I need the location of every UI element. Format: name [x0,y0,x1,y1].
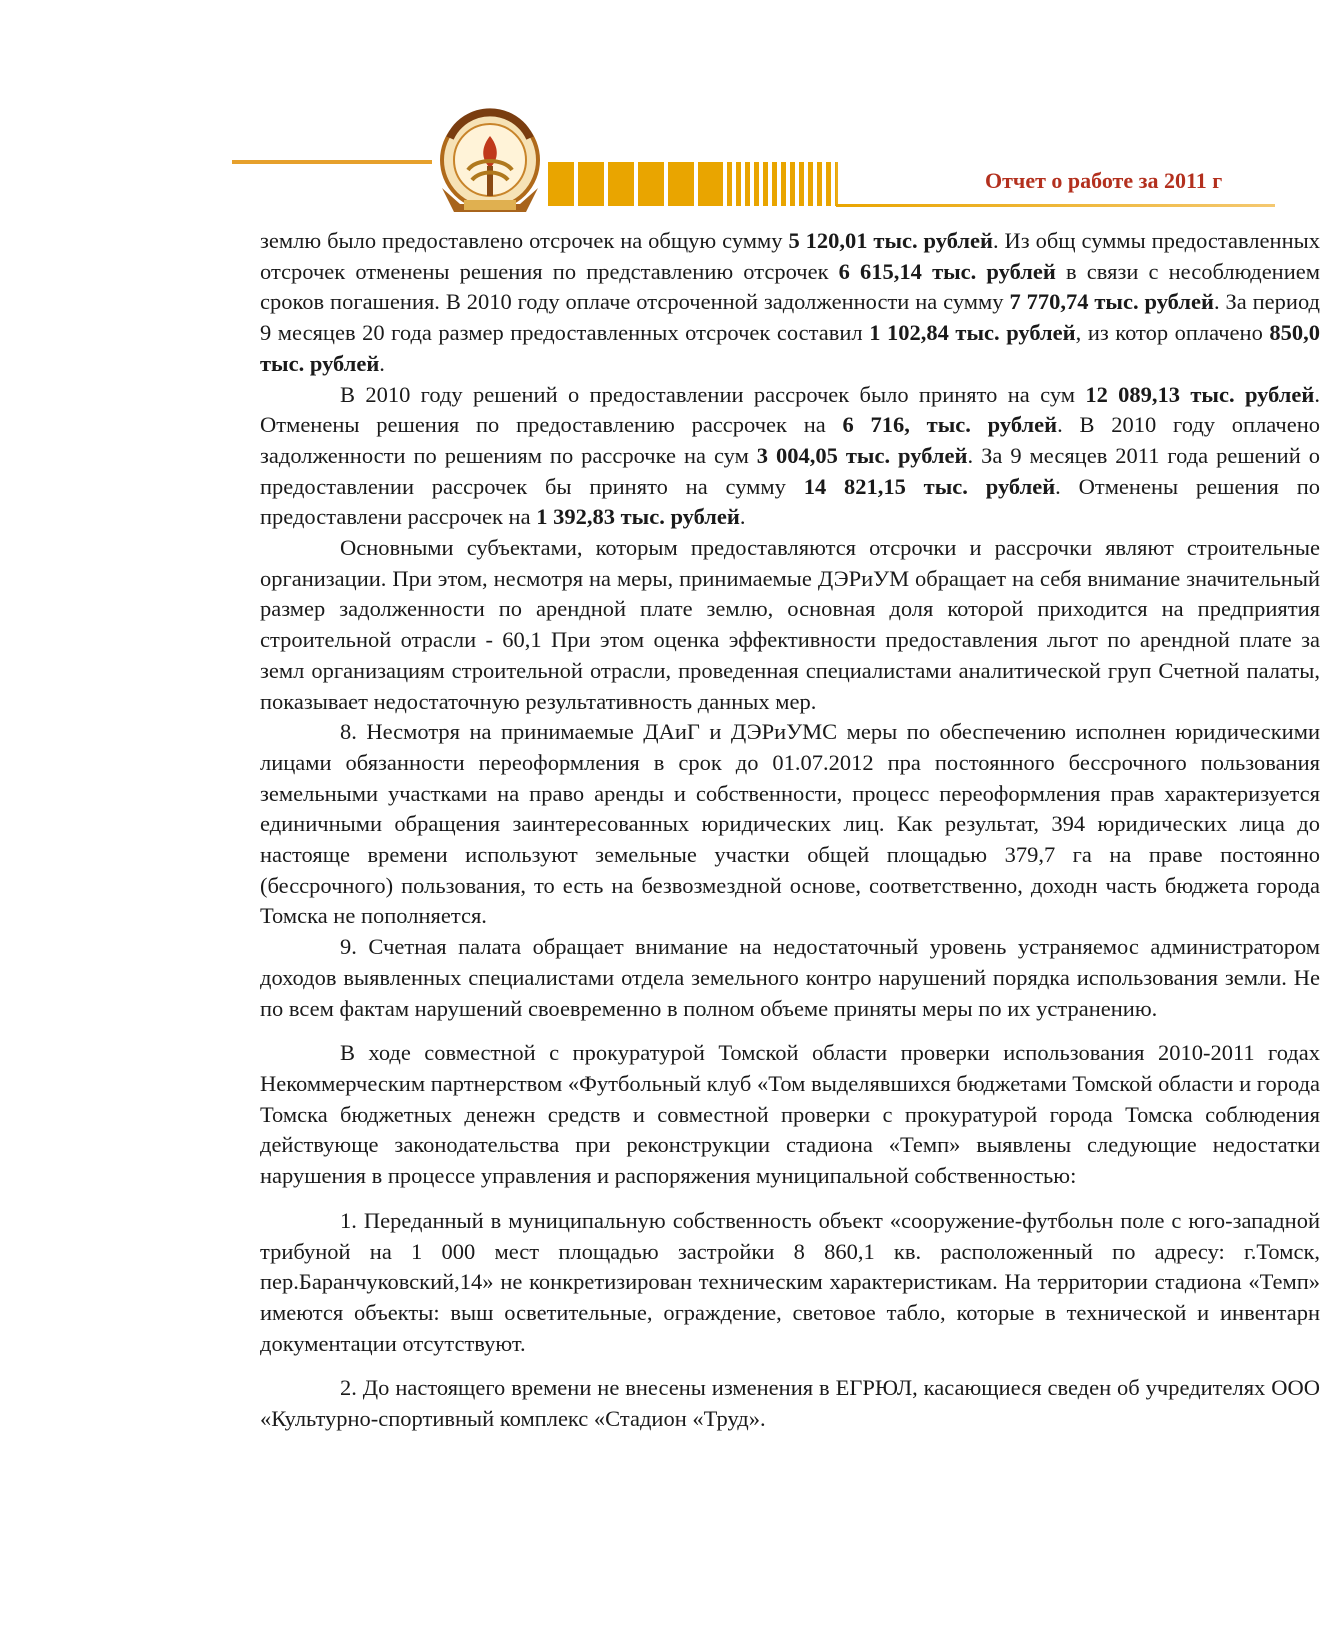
paragraph-p5 [260,932,1320,1024]
paragraph-p1 [260,226,1320,380]
bold-amount: 1 392,83 тыс. рублей [536,504,740,530]
text-run: . Отменены решения по предоставлени рассрочек на [260,473,1320,530]
text-run: . В 2010 году оплачено задолженности по решениям по рассрочке на сум [260,412,1320,468]
header-rule-right [836,204,1275,207]
bold-amount: 5 120,01 тыс. рублей [788,228,993,253]
bold-amount: 850,0 тыс. рублей [260,320,1320,376]
text-run: 2. До настоящего времени не внесены изменения в ЕГРЮЛ, касающиеся сведен об учредителях ООО «Культурно-спортивный комплекс «Стадион «Труд». [260,1375,1320,1432]
text-run: . Из общ суммы предоставленных отсрочек отменены решения по представлению отсрочек [260,228,1320,284]
paragraph-p3 [260,533,1320,717]
bold-amount: 6 716, тыс. рублей [842,412,1058,438]
paragraph-p7 [260,1206,1320,1360]
header-decor-thin-bars [718,162,836,206]
text-run: В ходе совместной с прокуратурой Томской области проверки использования 2010-2011 годах Некоммерческим партнерством «Футбольный клуб «Том выделявшихся бюджетами Томской области и города Томска бюджетных денежн средств и совместной проверки с прокуратурой города Томска соблюдения действующе законодательства при реконструкции стадиона «Темп» выявлены следующие недостатки нарушения в процессе управления и распоряжения муниципальной собственностью: [260,1040,1320,1189]
text-run: землю было предоставлено отсрочек на общую сумму [260,228,789,253]
text-run: . [739,504,746,530]
text-run: . За период 9 месяцев 20 года размер предоставленных отсрочек составил [260,289,1320,346]
paragraph-p6 [260,1038,1320,1192]
bold-amount: 12 089,13 тыс. рублей [1085,381,1315,407]
text-run: . Отменены решения по предоставлению рассрочек на [260,381,1320,438]
report-title: Отчет о работе за 2011 г [985,168,1223,193]
text-run: Основными субъектами, которым предоставляются отсрочки и рассрочки являют строительные организации. При этом, несмотря на меры, принимаемые ДЭРиУМ обращает на себя внимание значительный размер задолженности по арендной плате землю, основная доля которой приходится на предприятия строительной отрасли - 60,1 При этом оценка эффективности предоставления льгот по арендной плате за земл организациям строительной отрасли, проведенная специалистами аналитической груп Счетной палаты, показывает недостаточную результативность данных мер. [260,535,1320,714]
text-run: в связи с несоблюдением сроков погашения. В 2010 году оплаче отсроченной задолженности на сумму [260,258,1320,315]
chamber-emblem-icon [430,108,550,220]
text-run: 9. Счетная палата обращает внимание на недостаточный уровень устраняемос администратором доходов выявленных специалистами отдела земельного контро нарушений порядка использования земли. Не по всем фактам нарушений своевременно в полном объеме приняты меры по их устранению. [260,934,1320,1021]
text-run: В 2010 году решений о предоставлении рассрочек было принято на сум [340,381,1086,407]
paragraph-p8 [260,1373,1320,1434]
header-rule-left [232,160,432,164]
text-run: 8. Несмотря на принимаемые ДАиГ и ДЭРиУМС меры по обеспечению исполнен юридическими лицами обязанности переоформления в срок до 01.07.2012 пра постоянного бессрочного пользования земельными участками на право аренды и собственности, процесс переоформления прав характеризуется единичными обращения заинтересованных юридических лиц. Как результат, 394 юридических лица до настояще времени используют земельные участки общей площадью 379,7 га на праве постоянно (бессрочного) пользования, то есть на безвозмездной основе, соответственно, доходн часть бюджета города Томска не пополняется. [260,719,1320,929]
paragraph-p2 [260,380,1320,534]
bold-amount: 7 770,74 тыс. рублей [1009,289,1214,315]
document-body [260,226,1320,1435]
text-run: . [379,350,385,376]
paragraph-p4 [260,717,1320,932]
bold-amount: 3 004,05 тыс. рублей [756,442,968,468]
bold-amount: 14 821,15 тыс. рублей [803,473,1056,499]
text-run: , из котор оплачено [1075,320,1270,346]
bold-amount: 1 102,84 тыс. рублей [869,320,1076,346]
text-run: 1. Переданный в муниципальную собственность объект «сооружение-футбольн поле с юго-западной трибуной на 1 000 мест площадью застройки 8 860,1 кв. расположенный по адресу: г.Томск, пер.Баранчуковский,14» не конкретизирован техническим характеристикам. На территории стадиона «Темп» имеются объекты: выш осветительные, ограждение, световое табло, которые в технической и инвентарн документации отсутствуют. [260,1207,1320,1356]
text-run: . За 9 месяцев 2011 года решений о предоставлении рассрочек бы принято на сумму [260,442,1320,499]
bold-amount: 6 615,14 тыс. рублей [838,258,1056,284]
